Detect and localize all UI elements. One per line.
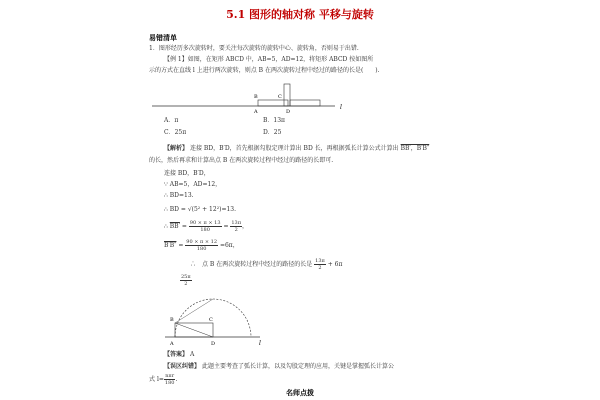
fig2-label-C: C xyxy=(209,317,213,323)
example-1-line-1: 【例 1】如图，在矩形 ABCD 中，AB=5，AD=12，将矩形 ABCD 按如图所 xyxy=(164,56,374,63)
review-formula-fraction xyxy=(164,373,176,386)
step-3: BD=13. xyxy=(169,192,194,199)
example-1-line-2: 示的方式在直线 l 上进行两次旋转，则点 B 在两次旋转过程中经过的路径的长是( ). xyxy=(149,67,380,74)
fig2-value-num: 25π xyxy=(181,274,191,280)
therefore-symbol-3: ∴ xyxy=(164,223,168,230)
step-2: AB=5，AD=12， xyxy=(169,181,222,188)
analysis-text-1: 连接 BD，B′D，首先根据勾股定理计算出 BD 长，再根据弧长计算公式计算出 xyxy=(189,145,399,152)
review-line-2: 式 l= $\frac{\text{nπr}}{180}$ . xyxy=(149,373,178,386)
figure-1-rectangle-rotation xyxy=(150,78,350,116)
fig1-label-B: B xyxy=(254,94,258,100)
step-4-row: ∴ BD = √(5² + 12²)=13. xyxy=(164,206,237,213)
answer-row xyxy=(164,351,194,359)
step-5-res-num: 13π xyxy=(231,220,242,226)
option-d: D．25 xyxy=(263,129,282,136)
review-line-1 xyxy=(164,363,394,371)
figure-2-rotation-path xyxy=(165,287,265,349)
fig2-label-A: A xyxy=(170,341,174,347)
review-text-2: 式 xyxy=(149,376,156,383)
fig2-value-fraction xyxy=(180,274,192,287)
review-formula-l: l= xyxy=(156,376,164,383)
step-2-row xyxy=(164,181,221,189)
step-6-result: =6π， xyxy=(219,242,239,249)
fig2-label-B: B xyxy=(170,317,174,323)
therefore-symbol-1: ∴ xyxy=(164,192,168,199)
step-7-row xyxy=(190,258,342,271)
section-heading-easy-errors: 易错清单 xyxy=(149,33,177,42)
fig2-value-den: 2 xyxy=(184,281,188,287)
step-6-den: 180 xyxy=(196,246,207,252)
step-5-res-den: 2 xyxy=(234,227,238,233)
step-6-lhs: B′B″ xyxy=(164,242,177,249)
step-7-fraction xyxy=(314,258,326,271)
analysis-arcs: BB′，B′B″ xyxy=(400,145,430,152)
option-a: A．π xyxy=(164,117,179,124)
step-7: ∴ 点 B 在两次旋转过程中经过的路径的长是 xyxy=(190,261,313,268)
step-5-result xyxy=(230,220,242,233)
review-formula-den: 180 xyxy=(164,380,175,386)
analysis-tag: 【解析】 xyxy=(164,145,189,152)
therefore-symbol-2: ∴ xyxy=(164,206,168,213)
step-6-num: 90 × π × 12 xyxy=(186,239,218,245)
option-b: B．13π xyxy=(263,117,285,124)
step-6-fraction xyxy=(185,239,218,252)
step-7-tail: + 6π xyxy=(327,261,343,268)
page-title: 5.1 图形的轴对称 平移与旋转 xyxy=(226,8,374,21)
item-1-text: 1．图形经历多次旋转时，要关注每次旋转的旋转中心、旋转角，否则易于出错. xyxy=(149,45,359,52)
step-1: 连接 BD，B′D， xyxy=(164,170,210,177)
review-tag: 【误区纠错】 xyxy=(164,363,201,370)
step-4-rhs: =13. xyxy=(221,206,237,213)
answer-tag: 【答案】 xyxy=(164,351,189,358)
fig1-label-D: D xyxy=(286,109,291,115)
fig1-label-l: l xyxy=(340,104,342,111)
step-5-lhs: BB′ xyxy=(169,223,180,230)
step-5-row: ∴ BB′ = $\frac{90 \times \pi \times 13}{180}$ = $\frac{13\pi}{2}$ ， xyxy=(164,220,249,233)
step-5-num: 90 × π × 13 xyxy=(189,220,221,226)
fig1-label-A: A xyxy=(254,109,258,115)
analysis-line-1 xyxy=(164,145,429,153)
because-symbol: ∵ xyxy=(164,181,168,188)
step-4-lhs: BD xyxy=(169,206,179,213)
step-5-den: 180 xyxy=(200,227,210,233)
review-text-1: 此题主要考查了弧长计算，以及勾股定理的应用，关键是掌握弧长计算公 xyxy=(201,363,394,370)
fig2-label-D: D xyxy=(211,341,216,347)
step-6-row: B′B″ = $\frac{90 \times \pi \times 12}{180}$ =6π， xyxy=(164,239,239,252)
step-5-fraction xyxy=(189,220,222,233)
footer-heading: 名师点拨 xyxy=(286,388,314,397)
review-formula-num: nπr xyxy=(165,373,175,379)
fig1-label-C: C xyxy=(278,94,282,100)
analysis-line-2: 的长，然后再求和计算出点 B 在两次旋转过程中经过的路径的长即可. xyxy=(149,157,334,164)
step-3-row xyxy=(164,192,194,200)
answer-value: A xyxy=(189,351,195,358)
figure-2-value xyxy=(180,274,192,287)
step-7-num: 13π xyxy=(315,258,325,264)
fig2-label-l: l xyxy=(259,340,261,347)
option-c: C．25π xyxy=(164,129,187,136)
step-7-den: 2 xyxy=(318,265,322,271)
